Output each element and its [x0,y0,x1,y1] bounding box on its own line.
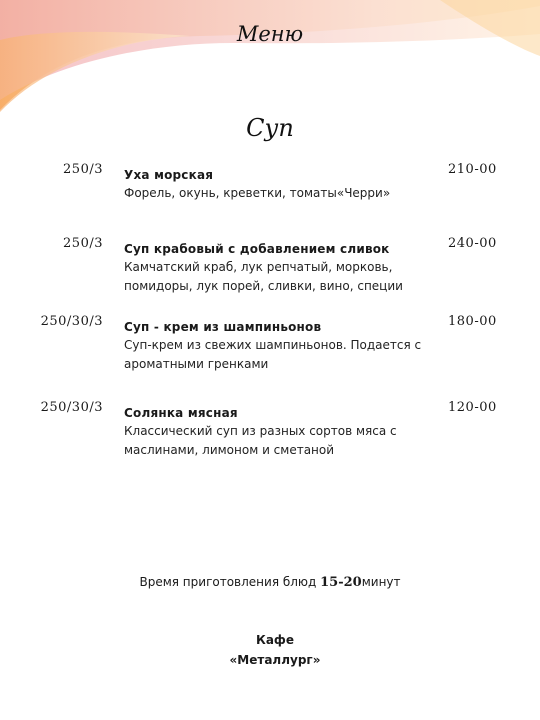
item-description: Форель, окунь, креветки, томаты«Черри» [124,186,391,200]
item-price: 240-00 [448,236,497,251]
header-swoosh-decoration [0,0,540,130]
item-description: Суп-крем из свежих шампиньонов. Подается с ароматными гренками [124,338,422,371]
item-price: 210-00 [448,162,497,177]
item-portion: 250/3 [63,236,103,251]
item-name: Солянка мясная [124,406,238,420]
item-body [124,404,424,460]
cafe-name: «Металлург» [229,653,321,667]
preparation-time-note [0,575,540,590]
section-title-soup: Суп [246,114,294,142]
cafe-signature [0,630,540,670]
item-description: Камчатский краб, лук репчатый, морковь, помидоры, лук порей, сливки, вино, специи [124,260,403,293]
item-name: Уха морская [124,168,214,182]
item-description: Классический суп из разных сортов мяса с маслинами, лимоном и сметаной [124,424,397,457]
prep-prefix: Время приготовления блюд [139,575,321,589]
item-name: Суп крабовый с добавлением сливок [124,242,390,256]
item-body [124,166,424,203]
cafe-label: Кафе [256,633,294,647]
item-price: 180-00 [448,314,497,329]
item-price: 120-00 [448,400,497,415]
item-portion: 250/3 [63,162,103,177]
prep-time-value: 15-20 [320,575,362,590]
item-portion: 250/30/3 [40,314,103,329]
menu-header-title: Меню [236,22,304,46]
item-body [124,318,424,374]
item-body [124,240,424,296]
prep-suffix: минут [361,575,401,589]
item-portion: 250/30/3 [40,400,103,415]
item-name: Суп - крем из шампиньонов [124,320,322,334]
